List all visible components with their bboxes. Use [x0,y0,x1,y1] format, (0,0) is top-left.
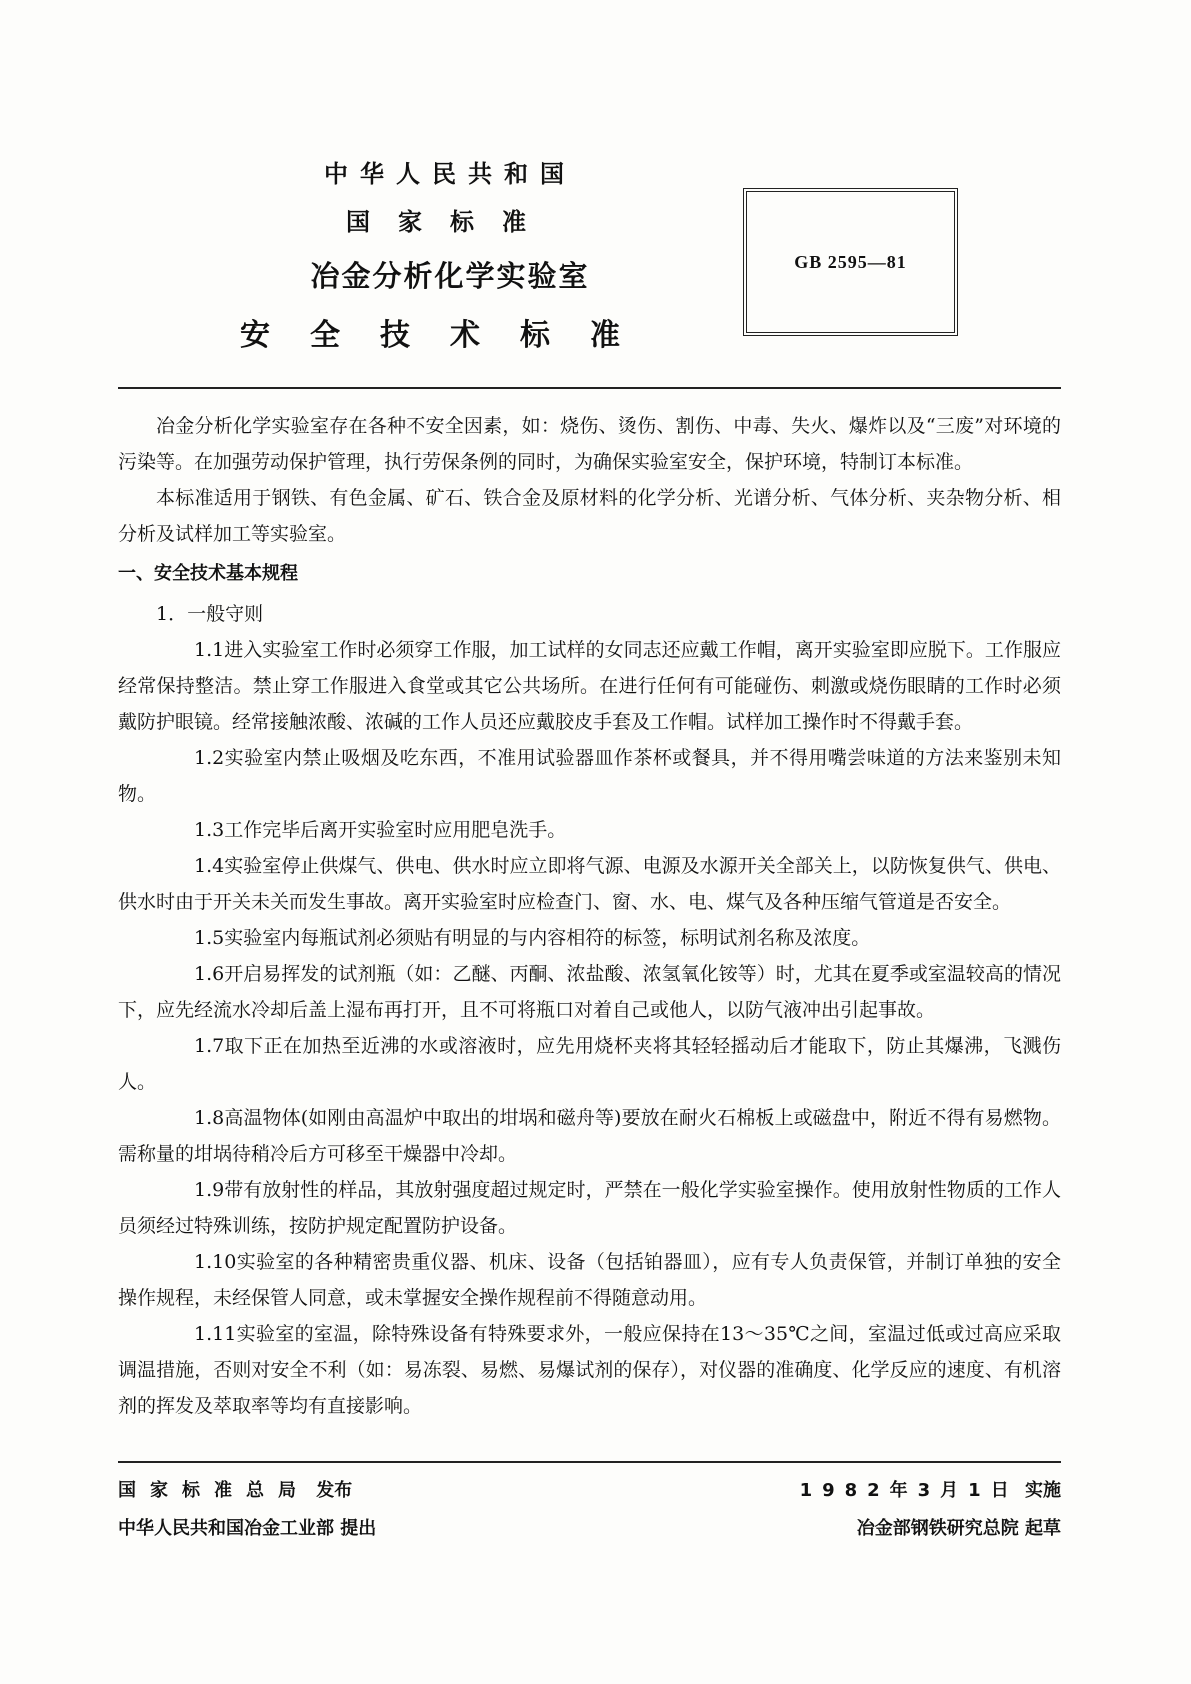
clause-number: 1.11 [194,1323,237,1345]
proposer-line [118,1510,376,1548]
clause-paragraph [118,848,1061,920]
proposer: 中华人民共和国冶金工业部 [118,1518,334,1539]
effective-line [800,1472,1061,1510]
clause-paragraph [118,1028,1061,1100]
clause-number: 1.7 [194,1035,225,1057]
clause-paragraph [118,920,1061,956]
intro-paragraph: 本标准适用于钢铁、有色金属、矿石、铁合金及原材料的化学分析、光谱分析、气体分析、夹杂物分析、相分析及试样加工等实验室。 [118,487,1061,545]
clause-text: 工作完毕后离开实验室时应用肥皂洗手。 [224,819,567,841]
clause-text: 取下正在加热至近沸的水或溶液时，应先用烧杯夹将其轻轻摇动后才能取下，防止其爆沸，飞溅伤人。 [118,1035,1061,1093]
clause-number: 1.10 [194,1251,237,1273]
issuer-line [118,1472,352,1510]
clause-paragraph [118,740,1061,812]
issuer: 国家标准总局 [118,1480,310,1501]
footer-row-2 [118,1510,1061,1548]
clause-number: 1.1 [194,639,225,661]
clause-paragraph [118,1100,1061,1172]
clause-text: 实验室内禁止吸烟及吃东西，不准用试验器皿作茶杯或餐具，并不得用嘴尝味道的方法来鉴别未知物。 [118,747,1061,805]
clause-number: 1.5 [194,927,225,949]
document-body [118,408,1061,1424]
header-divider [118,387,1061,389]
clause-number: 1.9 [194,1179,225,1201]
clause-text: 实验室的各种精密贵重仪器、机床、设备（包括铂器皿），应有专人负责保管，并制订单独的安全操作规程，未经保管人同意，或未掌握安全操作规程前不得随意动用。 [118,1251,1061,1309]
drafter-action: 起草 [1025,1518,1061,1539]
drafter-line [857,1510,1061,1548]
document-title-line1: 冶金分析化学实验室 [310,259,590,293]
clause-number: 1.4 [194,855,225,877]
clause-text: 实验室内每瓶试剂必须贴有明显的与内容相符的标签，标明试剂名称及浓度。 [224,927,871,949]
intro-paragraph: 冶金分析化学实验室存在各种不安全因素，如：烧伤、烫伤、割伤、中毒、失火、爆炸以及“三废”对环境的污染等。在加强劳动保护管理，执行劳保条例的同时，为确保实验室安全，保护环境，特制订本标准。 [118,415,1061,473]
proposer-action: 提出 [340,1518,377,1539]
clause-text: 带有放射性的样品，其放射强度超过规定时，严禁在一般化学实验室操作。使用放射性物质的工作人员须经过特殊训练，按防护规定配置防护设备。 [118,1179,1061,1237]
standard-code-box [743,188,958,336]
clause-paragraph [118,632,1061,740]
title-block [190,150,710,366]
clause-text: 实验室停止供煤气、供电、供水时应立即将气源、电源及水源开关全部关上，以防恢复供气、供电、供水时由于开关未关而发生事故。离开实验室时应检查门、窗、水、电、煤气及各种压缩气管道是否安全。 [118,855,1061,913]
clause-paragraph [118,1172,1061,1244]
clause-text: 高温物体(如刚由高温炉中取出的坩埚和磁舟等)要放在耐火石棉板上或磁盘中，附近不得有易燃物。需称量的坩埚待稍冷后方可移至干燥器中冷却。 [118,1107,1061,1165]
document-title-line2: 安全技术标准 [240,318,660,353]
issuer-action: 发布 [316,1480,353,1501]
clause-paragraph [118,1316,1061,1424]
standard-type-heading: 国家标准 [346,208,554,236]
country-heading: 中华人民共和国 [324,160,576,188]
section-heading: 一、安全技术基本规程 [118,563,298,584]
clause-text: 实验室的室温，除特殊设备有特殊要求外，一般应保持在13～35℃之间，室温过低或过高应采取调温措施，否则对安全不利（如：易冻裂、易燃、易爆试剂的保存），对仪器的准确度、化学反应的速度、有机溶剂的挥发及萃取率等均有直接影响。 [118,1323,1061,1417]
footer [118,1472,1061,1548]
clause-paragraph [118,956,1061,1028]
drafter: 冶金部钢铁研究总院 [856,1518,1019,1539]
clause-number: 1.6 [194,963,225,985]
clause-paragraph [118,812,1061,848]
footer-row-1 [118,1472,1061,1510]
clause-number: 1.2 [194,747,225,769]
clause-paragraph [118,1244,1061,1316]
subsection-heading: 1．一般守则 [156,603,264,625]
footer-divider [118,1461,1061,1463]
effective-action: 实施 [1025,1480,1061,1501]
clause-number: 1.3 [194,819,225,841]
standard-code: GB 2595—81 [794,251,907,272]
effective-date: 1982年3月1日 [799,1480,1019,1501]
clause-text: 开启易挥发的试剂瓶（如：乙醚、丙酮、浓盐酸、浓氢氧化铵等）时，尤其在夏季或室温较高的情况下，应先经流水冷却后盖上湿布再打开，且不可将瓶口对着自己或他人，以防气液冲出引起事故。 [118,963,1061,1021]
clause-number: 1.8 [194,1107,225,1129]
clause-text: 进入实验室工作时必须穿工作服，加工试样的女同志还应戴工作帽，离开实验室即应脱下。工作服应经常保持整洁。禁止穿工作服进入食堂或其它公共场所。在进行任何有可能碰伤、刺激或烧伤眼睛的工作时必须戴防护眼镜。经常接触浓酸、浓碱的工作人员还应戴胶皮手套及工作帽。试样加工操作时不得戴手套。 [118,639,1061,733]
